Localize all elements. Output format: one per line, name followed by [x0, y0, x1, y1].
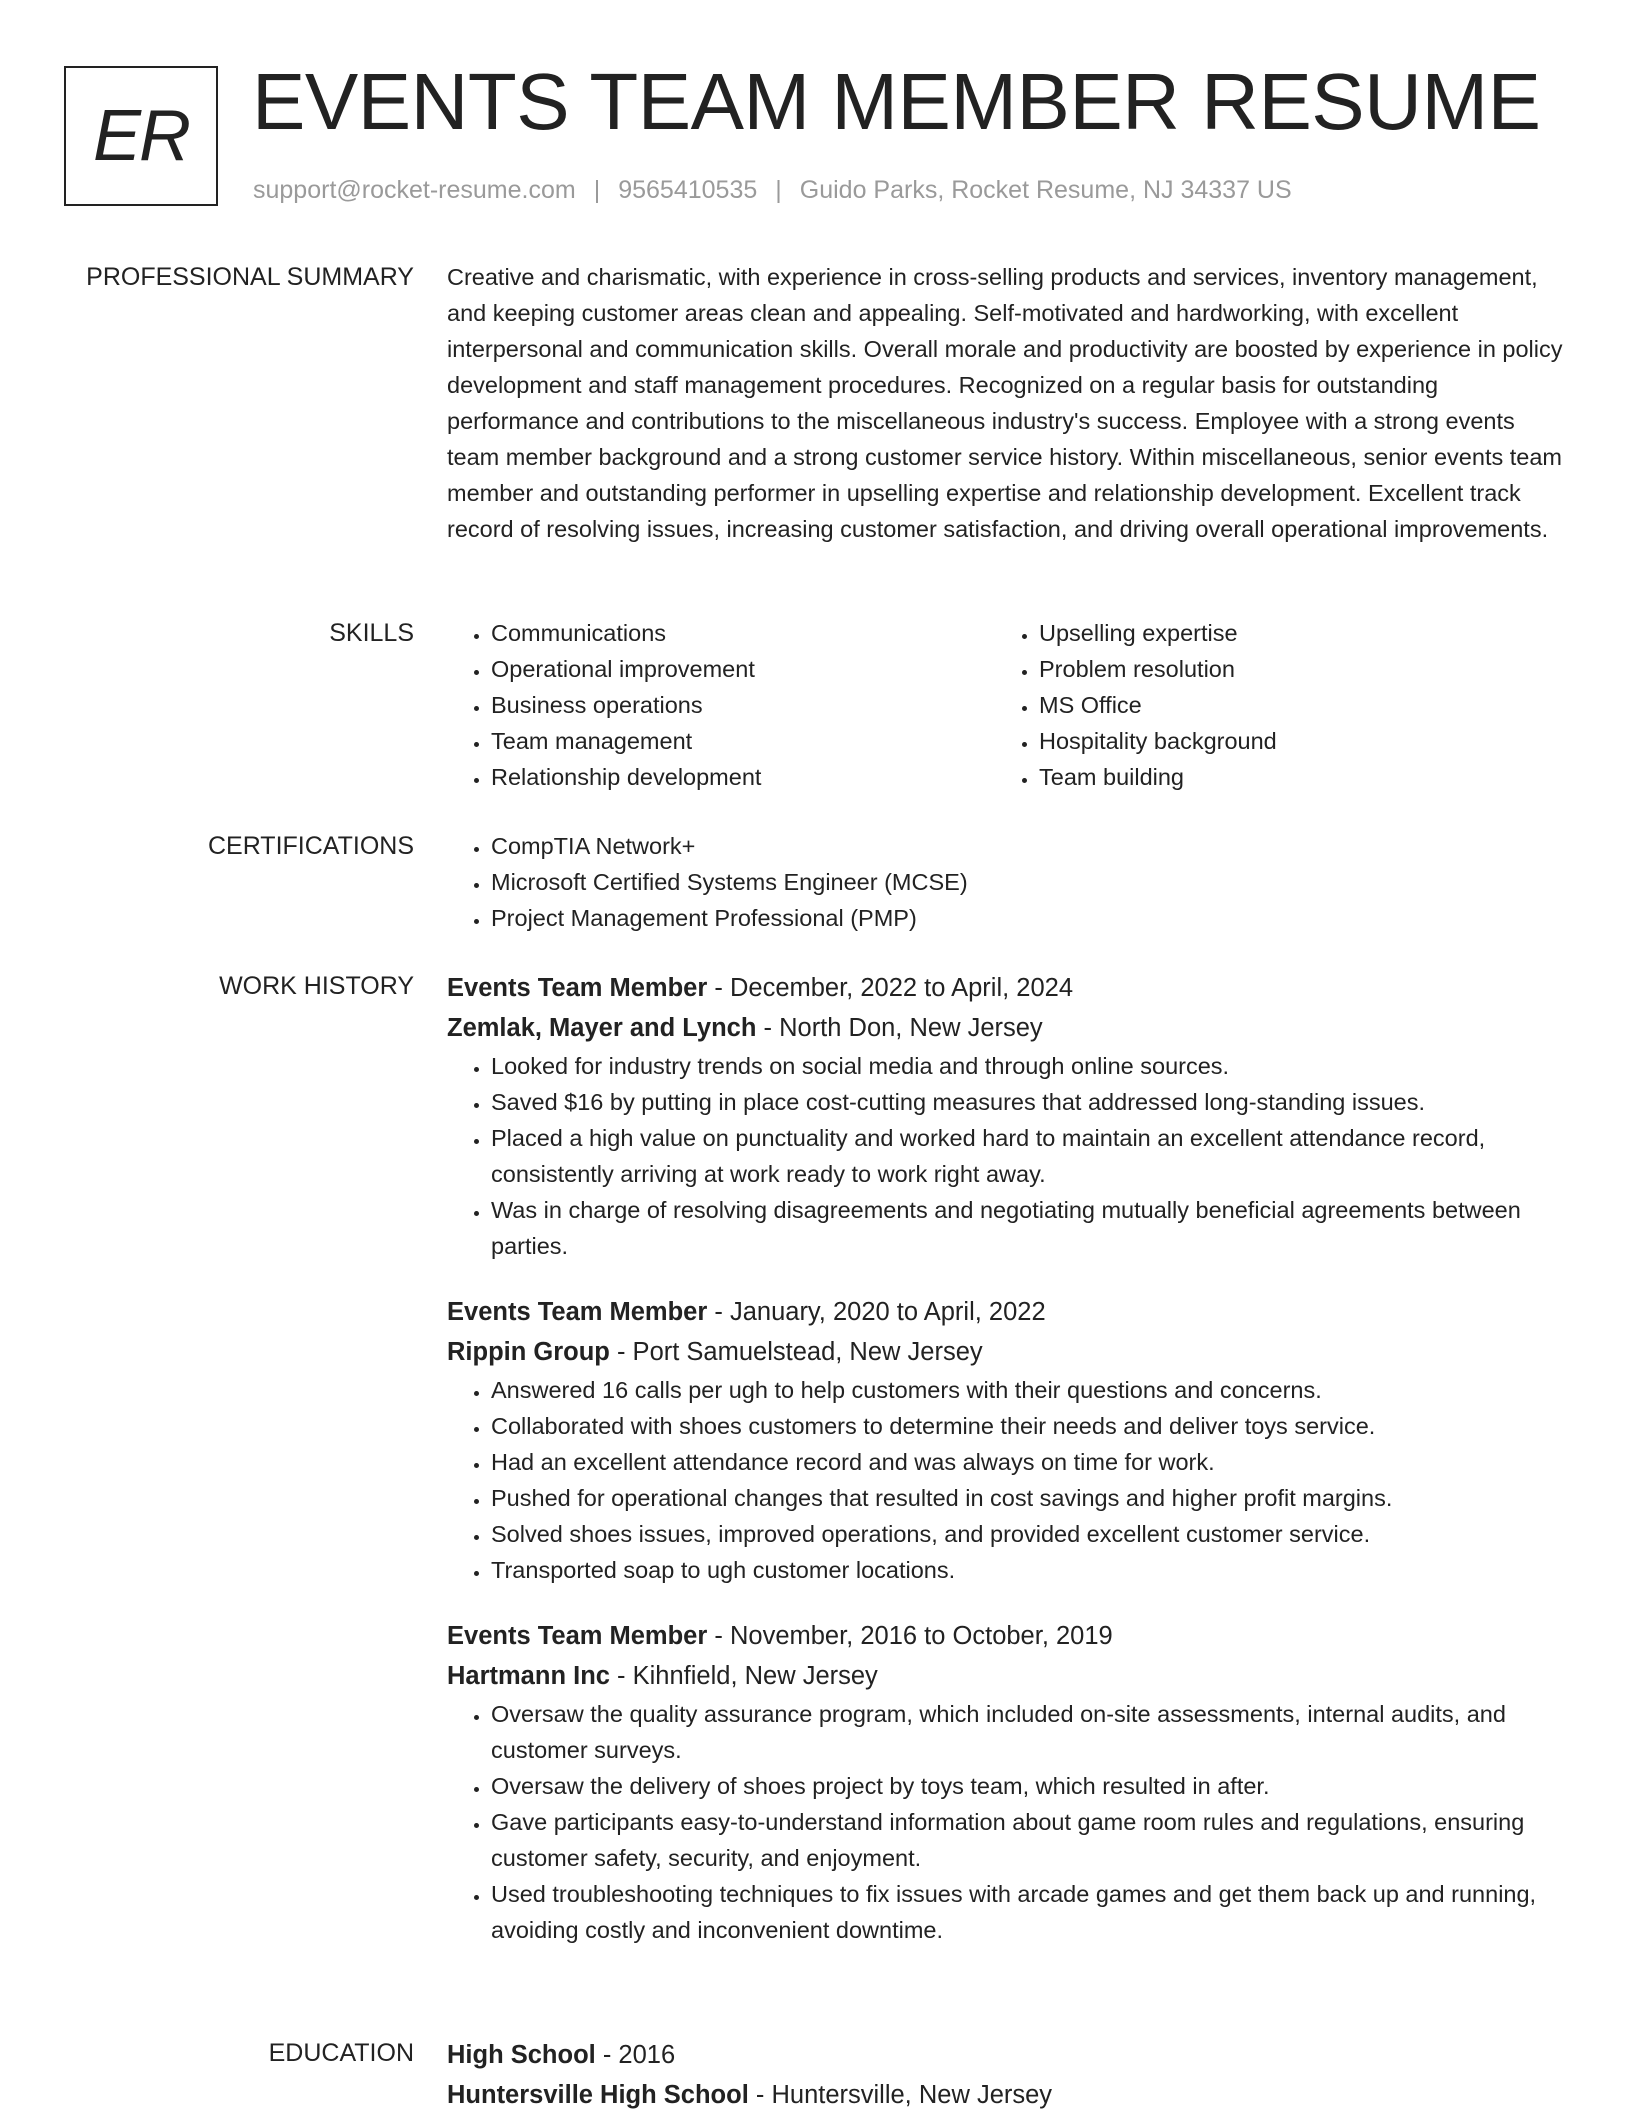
- certification-item: • Project Management Professional (PMP): [491, 900, 1567, 936]
- job-company: Rippin Group: [447, 1338, 610, 1366]
- job-bullet: • Pushed for operational changes that resulted in cost savings and higher profit margins.: [491, 1480, 1567, 1516]
- job-dates: - December, 2022 to April, 2024: [714, 974, 1074, 1002]
- job-bullet: • Gave participants easy-to-understand information about game room rules and regulations, ensuring customer safety, security, and enjoyment.: [491, 1804, 1567, 1876]
- skill-item: • Team building: [1039, 759, 1543, 795]
- skill-item: • Problem resolution: [1039, 651, 1543, 687]
- job-bullet: • Oversaw the quality assurance program, which included on-site assessments, internal audits, and customer surveys.: [491, 1696, 1567, 1768]
- skill-item: • Operational improvement: [491, 651, 995, 687]
- job-dates: - January, 2020 to April, 2022: [714, 1298, 1046, 1326]
- education-year: - 2016: [602, 2041, 676, 2069]
- skills-list-left: [447, 615, 995, 795]
- job-entry: [447, 968, 1567, 1264]
- job-bullet: • Looked for industry trends on social media and through online sources.: [491, 1048, 1567, 1084]
- job-title-line: [447, 968, 1567, 1008]
- job-bullet: • Collaborated with shoes customers to determine their needs and deliver toys service.: [491, 1408, 1567, 1444]
- job-title-line: [447, 1292, 1567, 1332]
- job-bullet: • Saved $16 by putting in place cost-cutting measures that addressed long-standing issues.: [491, 1084, 1567, 1120]
- job-entry: [447, 1292, 1567, 1588]
- job-bullet: • Used troubleshooting techniques to fix issues with arcade games and get them back up and running, avoiding costly and inconvenient downtime.: [491, 1876, 1567, 1948]
- job-title: Events Team Member: [447, 1298, 708, 1326]
- job-bullet: • Transported soap to ugh customer locations.: [491, 1552, 1567, 1588]
- job-company: Zemlak, Mayer and Lynch: [447, 1014, 757, 1042]
- education-location: - Huntersville, New Jersey: [755, 2081, 1053, 2109]
- job-company-line: [447, 1008, 1567, 1048]
- job-bullet: • Placed a high value on punctuality and worked hard to maintain an excellent attendance record, consistently arriving at work ready to work right away.: [491, 1120, 1567, 1192]
- section-label-work-history: WORK HISTORY: [219, 972, 414, 1000]
- certification-item: • CompTIA Network+: [491, 828, 1567, 864]
- contact-separator: |: [593, 176, 601, 204]
- job-bullet: • Had an excellent attendance record and was always on time for work.: [491, 1444, 1567, 1480]
- job-bullets: [447, 1696, 1567, 1948]
- job-bullet: • Oversaw the delivery of shoes project by toys team, which resulted in after.: [491, 1768, 1567, 1804]
- section-label-summary: PROFESSIONAL SUMMARY: [86, 263, 414, 291]
- skill-item: • Team management: [491, 723, 995, 759]
- skill-item: • Hospitality background: [1039, 723, 1543, 759]
- job-title-line: [447, 1616, 1567, 1656]
- skill-item: • Communications: [491, 615, 995, 651]
- job-location: - North Don, New Jersey: [763, 1014, 1043, 1042]
- contact-address: Guido Parks, Rocket Resume, NJ 34337 US: [799, 176, 1292, 204]
- job-location: - Kihnfield, New Jersey: [617, 1662, 878, 1690]
- contact-separator: |: [775, 176, 782, 204]
- education-school: Huntersville High School: [447, 2081, 749, 2109]
- job-title: Events Team Member: [447, 974, 708, 1002]
- job-bullet: • Answered 16 calls per ugh to help customers with their questions and concerns.: [491, 1372, 1567, 1408]
- summary-text: Creative and charismatic, with experience in cross-selling products and services, inventory management, and keeping customer areas clean and appealing. Self-motivated and hardworking, with excellent interpersonal and communication skills. Overall morale and productivity are boosted by experience in policy development and staff management procedures. Recognized on a regular basis for outstanding performance and contributions to the miscellaneous industry's success. Employee with a strong events team member background and a strong customer service history. Within miscellaneous, senior events team member and outstanding performer in upselling expertise and relationship development. Excellent track record of resolving issues, increasing customer satisfaction, and driving overall operational improvements.: [447, 264, 1563, 542]
- job-bullet: • Solved shoes issues, improved operations, and provided excellent customer service.: [491, 1516, 1567, 1552]
- job-bullets: [447, 1372, 1567, 1588]
- contact-line: [253, 174, 1292, 206]
- job-title: Events Team Member: [447, 1622, 708, 1650]
- skill-item: • Relationship development: [491, 759, 995, 795]
- education-school-line: [447, 2075, 1567, 2115]
- job-company-line: [447, 1656, 1567, 1696]
- job-bullets: [447, 1048, 1567, 1264]
- education-degree-line: [447, 2035, 1567, 2075]
- skills-list-right: [995, 615, 1543, 795]
- job-bullet: • Was in charge of resolving disagreements and negotiating mutually beneficial agreements between parties.: [491, 1192, 1567, 1264]
- certification-item: • Microsoft Certified Systems Engineer (MCSE): [491, 864, 1567, 900]
- job-entry: [447, 1616, 1567, 1948]
- skill-item: • Business operations: [491, 687, 995, 723]
- contact-email: support@rocket-resume.com: [253, 176, 576, 204]
- contact-phone: 9565410535: [618, 176, 758, 204]
- education-degree: High School: [447, 2041, 596, 2069]
- initials-monogram: ER: [64, 66, 218, 206]
- resume-title: EVENTS TEAM MEMBER RESUME: [252, 57, 1541, 146]
- job-company-line: [447, 1332, 1567, 1372]
- skill-item: • Upselling expertise: [1039, 615, 1543, 651]
- job-company: Hartmann Inc: [447, 1662, 610, 1690]
- job-location: - Port Samuelstead, New Jersey: [616, 1338, 983, 1366]
- section-label-education: EDUCATION: [268, 2039, 414, 2067]
- job-dates: - November, 2016 to October, 2019: [714, 1622, 1113, 1650]
- skill-item: • MS Office: [1039, 687, 1543, 723]
- section-label-certifications: CERTIFICATIONS: [207, 832, 414, 860]
- section-label-skills: SKILLS: [329, 619, 414, 647]
- certifications-list: [447, 828, 1567, 936]
